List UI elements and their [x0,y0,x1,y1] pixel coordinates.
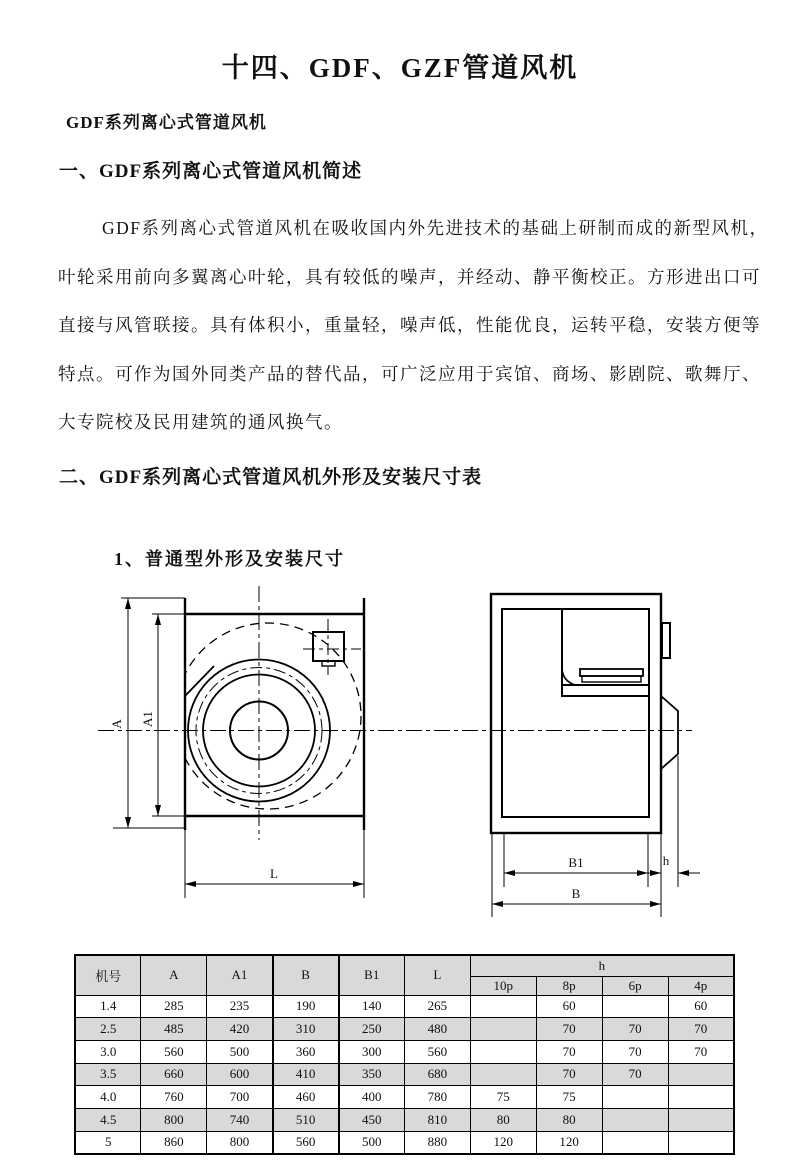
table-cell [602,1108,668,1131]
col-header-6p: 6p [602,976,668,995]
table-cell: 70 [668,1040,734,1063]
table-cell: 235 [207,995,273,1018]
table-cell: 860 [141,1131,207,1154]
table-cell: 265 [404,995,470,1018]
junction-box-front [303,619,361,675]
table-cell: 70 [536,1040,602,1063]
table-row [75,1086,734,1109]
table-cell [470,995,536,1018]
table-cell: 400 [339,1086,405,1109]
table-cell: 740 [207,1108,273,1131]
table-cell [668,1086,734,1109]
table-cell: 880 [404,1131,470,1154]
table-cell: 560 [273,1131,339,1154]
table-cell: 780 [404,1086,470,1109]
table-cell: 560 [404,1040,470,1063]
table-cell: 460 [273,1086,339,1109]
table-cell: 1.4 [75,995,141,1018]
table-cell: 500 [339,1131,405,1154]
junction-box-side [662,623,670,658]
col-header-b: B [273,955,339,995]
table-cell: 70 [536,1063,602,1086]
dim-label-l: L [270,866,278,881]
table-cell: 450 [339,1108,405,1131]
fan-dimension-drawing [88,578,708,923]
table-cell: 560 [141,1040,207,1063]
paragraph-line: 大专院校及民用建筑的通风换气。 [58,412,343,432]
side-view [491,594,700,917]
table-row [75,1040,734,1063]
table-cell [470,1063,536,1086]
paragraph-line: 直接与风管联接。具有体积小，重量轻，噪声低，性能优良，运转平稳，安装方便等 [58,315,761,335]
table-cell [470,1018,536,1041]
table-cell: 80 [536,1108,602,1131]
section2-heading: 二、GDF系列离心式管道风机外形及安装尺寸表 [59,467,483,488]
table-cell [602,1131,668,1154]
table-cell [668,1108,734,1131]
table-cell: 680 [404,1063,470,1086]
table-cell: 485 [141,1018,207,1041]
table-cell [602,995,668,1018]
table-cell: 285 [141,995,207,1018]
dimension-table-header [75,955,734,995]
table-cell: 600 [207,1063,273,1086]
table-cell: 190 [273,995,339,1018]
col-header-a: A [141,955,207,995]
table-cell: 480 [404,1018,470,1041]
col-header-b1: B1 [339,955,405,995]
table-cell: 70 [602,1040,668,1063]
table-cell: 760 [141,1086,207,1109]
table-cell [668,1131,734,1154]
subsection-heading: 1、普通型外形及安装尺寸 [114,549,345,569]
table-cell: 80 [470,1108,536,1131]
front-view [98,586,692,898]
table-cell: 700 [207,1086,273,1109]
section1-heading: 一、GDF系列离心式管道风机简述 [59,161,363,182]
table-cell: 4.0 [75,1086,141,1109]
table-cell [602,1086,668,1109]
table-cell: 350 [339,1063,405,1086]
col-header-10p: 10p [470,976,536,995]
col-header-4p: 4p [668,976,734,995]
dim-label-h: h [662,853,670,868]
table-cell: 410 [273,1063,339,1086]
col-header-model: 机号 [75,955,141,995]
table-cell: 2.5 [75,1018,141,1041]
table-row [75,1131,734,1154]
table-cell: 500 [207,1040,273,1063]
table-cell: 120 [470,1131,536,1154]
col-header-a1: A1 [207,955,273,995]
series-subtitle: GDF系列离心式管道风机 [66,113,267,132]
table-cell: 70 [602,1063,668,1086]
table-cell: 60 [668,995,734,1018]
table-row [75,1063,734,1086]
table-cell: 4.5 [75,1108,141,1131]
paragraph-line: 特点。可作为国外同类产品的替代品，可广泛应用于宾馆、商场、影剧院、歌舞厅、 [58,363,761,384]
dim-label-b: B [571,886,581,901]
table-cell: 810 [404,1108,470,1131]
col-header-l: L [404,955,470,995]
table-cell: 300 [339,1040,405,1063]
table-cell: 140 [339,995,405,1018]
paragraph-line: 叶轮采用前向多翼离心叶轮，具有较低的噪声，并经动、静平衡校正。方形进出口可 [58,266,761,287]
table-cell [470,1040,536,1063]
table-cell: 60 [536,995,602,1018]
table-cell: 75 [470,1086,536,1109]
dim-label-b1: B1 [568,855,584,870]
table-cell: 800 [141,1108,207,1131]
table-cell: 250 [339,1018,405,1041]
table-cell: 75 [536,1086,602,1109]
table-cell: 70 [602,1018,668,1041]
table-row [75,995,734,1018]
table-cell: 660 [141,1063,207,1086]
table-cell: 800 [207,1131,273,1154]
table-cell: 3.0 [75,1040,141,1063]
table-row [75,1108,734,1131]
dim-label-a: A [109,719,124,729]
table-cell: 3.5 [75,1063,141,1086]
table-cell: 120 [536,1131,602,1154]
table-cell: 5 [75,1131,141,1154]
col-header-8p: 8p [536,976,602,995]
col-header-h-group: h [470,955,734,976]
spec-table-body [75,995,734,1154]
table-cell: 420 [207,1018,273,1041]
table-cell: 70 [536,1018,602,1041]
table-cell: 510 [273,1108,339,1131]
table-cell: 360 [273,1040,339,1063]
paragraph-line: GDF系列离心式管道风机在吸收国内外先进技术的基础上研制而成的新型风机， [102,218,769,238]
table-row [75,1018,734,1041]
table-cell: 70 [668,1018,734,1041]
table-cell [668,1063,734,1086]
table-cell: 310 [273,1018,339,1041]
dim-label-a1: A1 [140,711,155,727]
dimension-table [74,954,735,1155]
page-title: 十四、GDF、GZF管道风机 [221,53,579,83]
intro-paragraph [58,204,769,447]
